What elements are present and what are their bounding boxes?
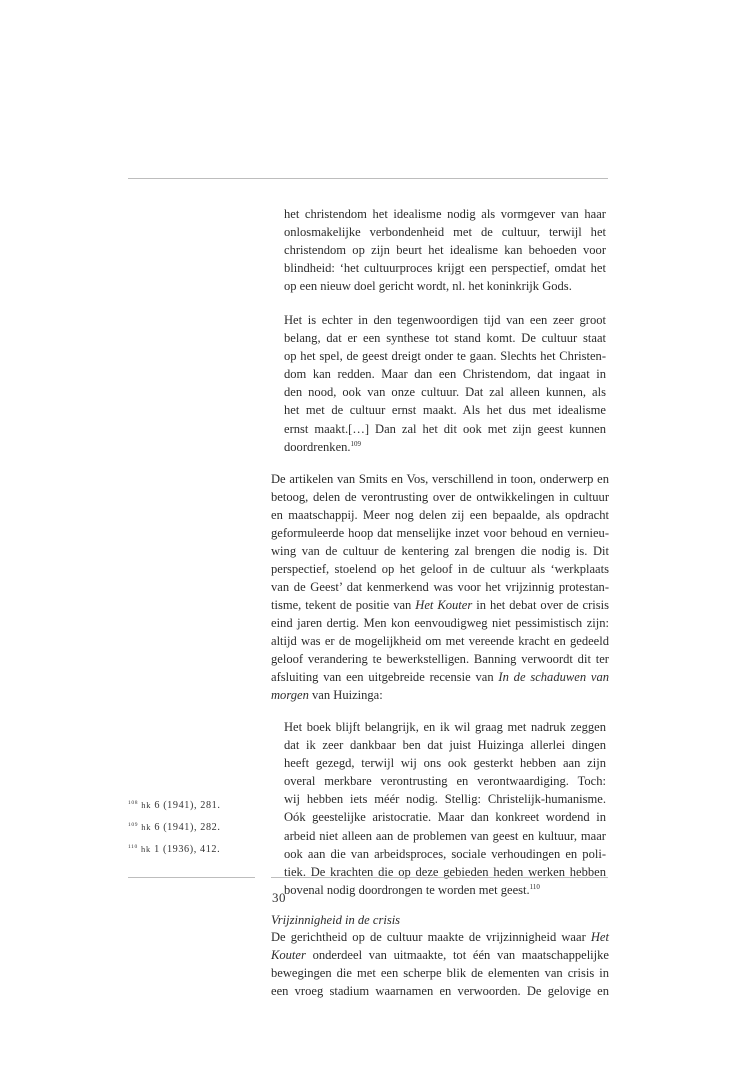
text-line: den nood, ook van onze cultuur. Dat zal alleen kunnen, als: [284, 385, 606, 400]
footnote-number: 110: [128, 844, 138, 850]
text-line: Oók geestelijke aristocratie. Maar dan konkreet wordend in: [284, 810, 606, 825]
text-line: een vroeg stadium waarnamen en verwoorden. De gelovige en: [271, 983, 609, 998]
text-line: op een nieuw doel gericht wordt, nl. het koninkrijk Gods.: [284, 279, 572, 294]
block-quote-1: [284, 205, 606, 295]
text-line: dom kan redden. Maar dan een Christendom, dat ingaat in: [284, 367, 606, 382]
text-line: het met de cultuur ernst maakt. Als het dus met idealisme: [284, 403, 606, 418]
text-line: en maatschappij. Meer nog delen zij een bepaalde, als opdracht: [271, 507, 609, 522]
page-number: 30: [272, 890, 286, 905]
text-fragment: van Huizinga:: [308, 688, 383, 703]
source-abbr: hk: [141, 823, 152, 832]
text-line: christendom op zijn beurt het idealisme kan behoeden voor: [284, 243, 606, 258]
title-italic: Het: [590, 929, 609, 944]
text-line: het christendom het idealisme nodig als vormgever van haar: [284, 207, 606, 221]
text-line: [284, 438, 606, 456]
text-line: betoog, delen de verontrusting over de ontwikkelingen in cultuur: [271, 489, 609, 504]
text-line: perspectief, stoelend op het geloof in de cultuur als ‘werkplaats: [271, 561, 609, 576]
text-line: wing van de cultuur de kentering zal brengen die nodig is. Dit: [271, 543, 609, 558]
text-line: ernst maakt.[…] Dan zal het dit ook met zijn geest kunnen: [284, 421, 606, 436]
footer-rule-left: [128, 877, 255, 878]
text-line: [284, 881, 606, 899]
footnote-ref: 109: [350, 439, 362, 448]
text-line: eind jaren dertig. Men kon eenvoudigweg niet pessimistisch zijn:: [271, 615, 609, 630]
source-abbr: hk: [141, 845, 151, 854]
text-fragment: doordrenken.: [284, 439, 351, 454]
text-line: geloof verandering te bewerkstelligen. Banning verwoordt dit ter: [271, 652, 609, 667]
text-line: wij hebben iets méér nodig. Stellig: Christelijk-humanisme.: [284, 792, 606, 807]
text-fragment: tisme, tekent de positie van: [271, 597, 416, 612]
text-line: altijd was er de mogelijkheid om met vereende kracht en gedeeld: [271, 634, 609, 649]
title-italic: In de schaduwen van: [498, 670, 610, 685]
footnote-number: 108: [128, 800, 139, 806]
footnote-text: 1 (1936), 412.: [151, 844, 221, 855]
header-rule: [128, 178, 608, 179]
text-line: heeft gezegd, terwijl wij ons ook gesterkt hebben aan zijn: [284, 756, 606, 771]
body-paragraph-1: [271, 470, 609, 705]
text-line: Het is echter in den tegenwoordigen tijd van een zeer groot: [284, 313, 606, 328]
body-paragraph-2: [271, 928, 609, 1000]
text-line: [271, 686, 609, 704]
text-line: belang, dat er een synthese tot stand komt. De cultuur staat: [284, 331, 606, 346]
text-line: bewegingen die met een scherpe blik de elementen van crisis in: [271, 965, 609, 980]
text-fragment: onderdeel van uitmaakte, tot één van maatschappelijke: [305, 947, 609, 962]
footnote-ref: 110: [529, 882, 540, 891]
main-text-column: [271, 205, 609, 1000]
text-line: arbeid niet alleen aan de problemen van geest en kultuur, maar: [284, 828, 606, 843]
block-quote-3: [284, 718, 606, 898]
source-abbr: hk: [141, 801, 152, 810]
footnote-text: 6 (1941), 281.: [151, 800, 221, 811]
footnote-number: 109: [128, 822, 139, 828]
text-line: ook aan die van arbeidsproces, sociale verhoudingen en poli-: [284, 846, 606, 861]
text-fragment: afsluiting van een uitgebreide recensie van: [271, 670, 499, 685]
section-heading: Vrijzinnigheid in de crisis: [271, 912, 401, 927]
footer-rule-right: [271, 877, 608, 878]
footnote: [128, 822, 256, 834]
title-italic: morgen: [271, 688, 309, 703]
text-fragment: in het debat over de crisis: [472, 597, 610, 612]
text-line: [271, 668, 609, 686]
text-line: overal merkbare verontrusting en verontwaardiging. Toch:: [284, 774, 606, 789]
text-line: De artikelen van Smits en Vos, verschillend in toon, onderwerp en: [271, 471, 609, 486]
title-italic: Kouter: [271, 947, 306, 962]
text-line: Het boek blijft belangrijk, en ik wil graag met nadruk zeggen: [284, 720, 606, 735]
text-line: blindheid: ‘het cultuurproces krijgt een perspectief, omdat het: [284, 261, 606, 276]
text-line: dat ik zeer dankbaar ben dat juist Huizinga allerlei dingen: [284, 738, 606, 753]
title-italic: Het Kouter: [415, 597, 473, 612]
text-line: van de Geest’ dat kenmerkend was voor het vrijzinnig protestan-: [271, 579, 609, 594]
text-line: [271, 928, 609, 946]
block-quote-2: [284, 311, 606, 455]
text-line: [271, 946, 609, 964]
text-line: geformuleerde hoop dat menselijke inzet voor behoud en vernieu-: [271, 525, 609, 540]
footnote: [128, 800, 256, 812]
text-line: [271, 596, 609, 614]
footnote: [128, 844, 256, 856]
text-line: onlosmakelijke verbondenheid met de cultuur, terwijl het: [284, 225, 606, 240]
text-line: tiek. De krachten die op deze gebieden heden werken hebben: [284, 864, 606, 879]
footnote-text: 6 (1941), 282.: [151, 822, 221, 833]
footnotes: [128, 800, 256, 866]
text-fragment: bovenal nodig doordrongen te worden met geest.: [284, 882, 530, 897]
text-fragment: De gerichtheid op de cultuur maakte de vrijzinnigheid waar: [271, 929, 591, 944]
text-line: op het spel, de geest dreigt onder te gaan. Slechts het Christen-: [284, 349, 606, 364]
